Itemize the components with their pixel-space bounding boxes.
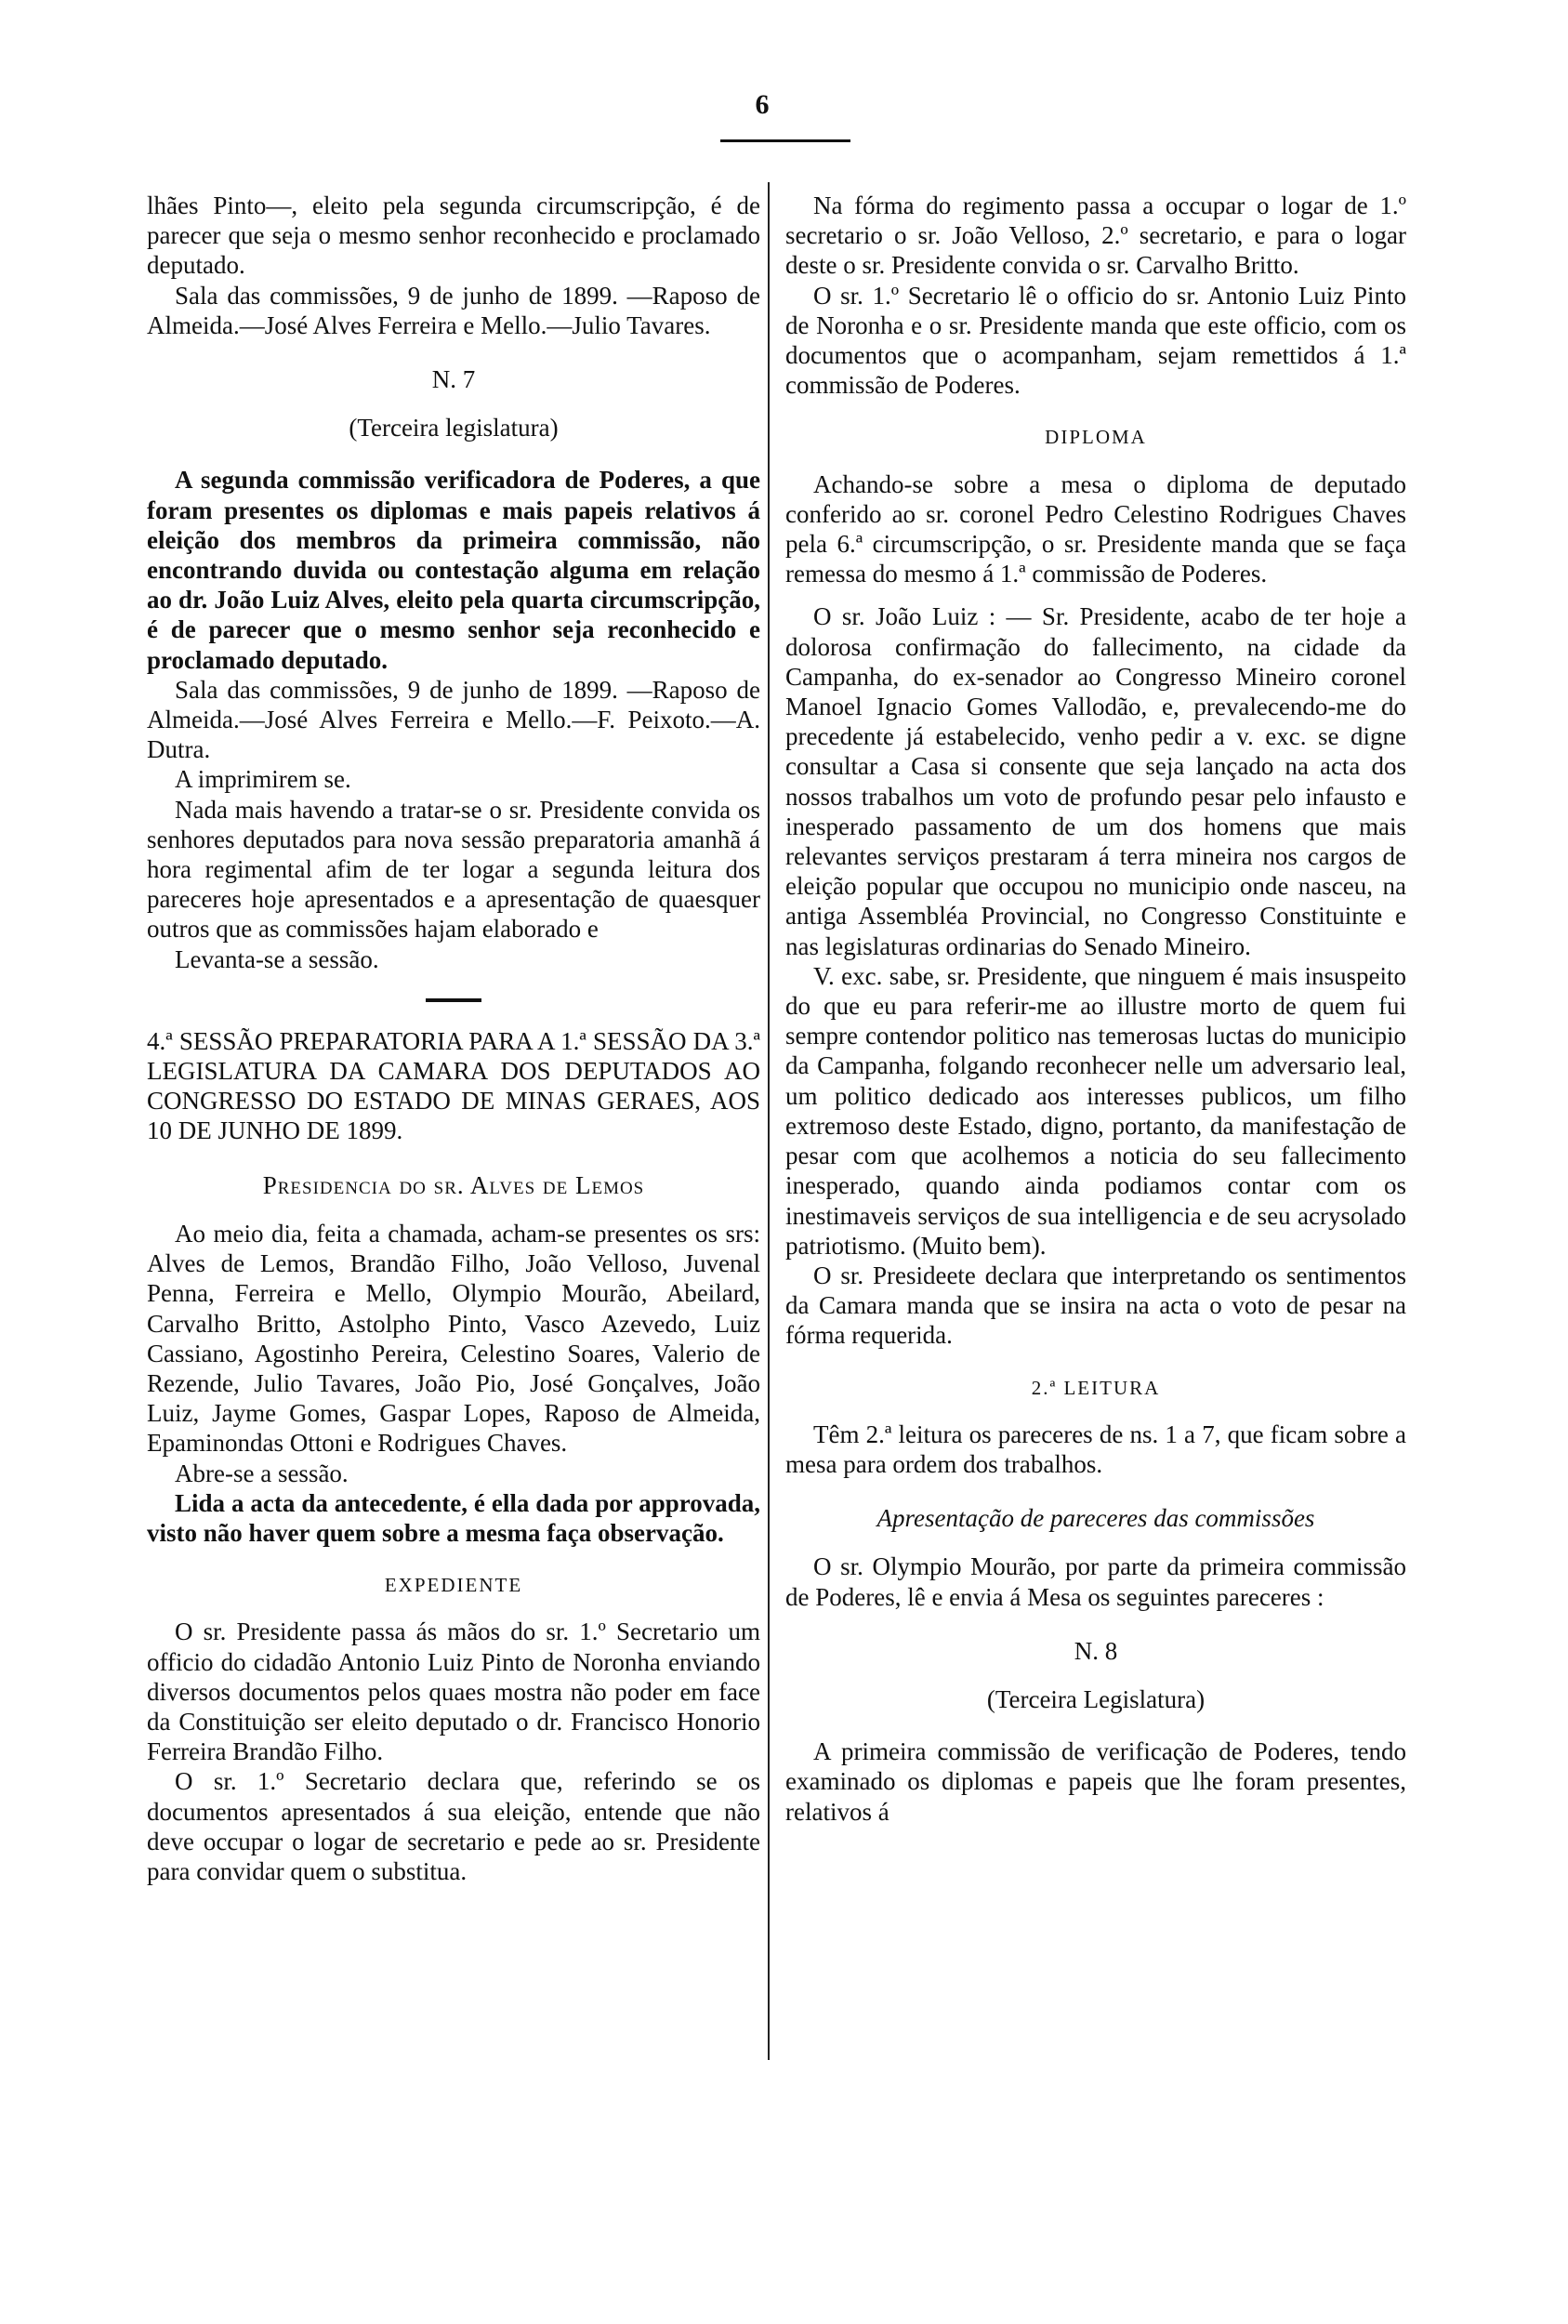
left-paragraph-5: A imprimirem se. [175, 765, 351, 794]
heading-n7: N. 7 [431, 365, 476, 394]
left-paragraph-10: Lida a acta da antecedente, é ella dada por approvada, visto não haver quem sobre a mesma faça observação. [147, 1488, 760, 1547]
column-divider [768, 182, 770, 2060]
presidency-heading: Presidencia do sr. Alves de Lemos [262, 1170, 645, 1199]
right-paragraph-5: V. exc. sabe, sr. Presidente, que ninguem é mais insuspeito do que eu para referir-me ao illustre morto de quem fui sempre contendor politico nas temerosas luctas do municipio da Campanha, folgando reconhecer nelle um adversario leal, um politico dedicado aos interesses publicos, um filho extremoso deste Estado, digno, portanto, da manifestação de pesar com que acolhemos a noticia do seu fallecimento inesperado, quando ainda podiamos contar com os inestimaveis serviços de sua intelligencia e de seu acrysolado patriotismo. (Muito bem). [785, 961, 1406, 1260]
heading-n8: N. 8 [1074, 1636, 1118, 1665]
heading-n8-sub: (Terceira Legislatura) [986, 1684, 1206, 1713]
page-number-rule [720, 139, 850, 142]
right-paragraph-3: Achando-se sobre a mesa o diploma de deputado conferido ao sr. coronel Pedro Celestino Rodrigues Chaves pela 6.ª circumscripção, o sr. Presidente manda que se faça remessa do mesmo á 1.ª commissão de Poderes. [785, 469, 1406, 588]
expediente-heading: EXPEDIENTE [384, 1574, 523, 1597]
left-paragraph-12: O sr. 1.º Secretario declara que, referindo se os documentos apresentados á sua eleição, entende que não deve occupar o logar de secretario e pede ao sr. Presidente para convidar quem o substitua. [147, 1767, 760, 1885]
left-column [147, 191, 760, 1886]
second-reading-heading: 2.ª LEITURA [1031, 1376, 1161, 1399]
section-rule [426, 998, 481, 1002]
right-paragraph-1: Na fórma do regimento passa a occupar o logar de 1.º secretario o sr. João Velloso, 2.º secretario, e para o logar deste o sr. Presidente convida o sr. Carvalho Britto. [785, 191, 1406, 280]
left-paragraph-1: lhães Pinto—, eleito pela segunda circumscripção, é de parecer que seja o mesmo senhor reconhecido e proclamado deputado. [147, 191, 760, 280]
left-paragraph-11: O sr. Presidente passa ás mãos do sr. 1.º Secretario um officio do cidadão Antonio Luiz Pinto de Noronha enviando diversos documentos pelos quaes mostra não poder em face da Constituição ser eleito deputado o dr. Francisco Honorio Ferreira Brandão Filho. [147, 1618, 760, 1766]
left-paragraph-3: A segunda commissão verificadora de Poderes, a que foram presentes os diplomas e mais papeis relativos á eleição dos membros da primeira commissão, não encontrando duvida ou contestação alguma em relação ao dr. João Luiz Alves, eleito pela quarta circumscripção, é de parecer que o mesmo senhor seja reconhecido e proclamado deputado. [147, 466, 760, 674]
left-paragraph-9: Abre-se a sessão. [175, 1459, 349, 1487]
left-paragraph-2: Sala das commissões, 9 de junho de 1899. —Raposo de Almeida.—José Alves Ferreira e Mello.—Julio Tavares. [147, 281, 760, 339]
left-paragraph-4: Sala das commissões, 9 de junho de 1899. —Raposo de Almeida.—José Alves Ferreira e Mello.—F. Peixoto.—A. Dutra. [147, 675, 760, 764]
apresentacao-heading: Apresentação de pareceres das commissões [876, 1504, 1315, 1533]
right-paragraph-8: O sr. Olympio Mourão, por parte da primeira commissão de Poderes, lê e envia á Mesa os seguintes pareceres : [785, 1552, 1406, 1611]
left-paragraph-7: Levanta-se a sessão. [175, 944, 379, 973]
left-paragraph-6: Nada mais havendo a tratar-se o sr. Presidente convida os senhores deputados para nova sessão preparatoria amanhã á hora regimental afim de ter logar a segunda leitura dos pareceres hoje apresentados e a apresentação de quaesquer outros que as commissões hajam elaborado e [147, 795, 760, 944]
left-paragraph-8: Ao meio dia, feita a chamada, acham-se presentes os srs: Alves de Lemos, Brandão Filho, João Velloso, Juvenal Penna, Ferreira e Mello, Olympio Mourão, Abeilard, Carvalho Britto, Astolpho Pinto, Vasco Azevedo, Luiz Cassiano, Agostinho Pereira, Celestino Soares, Valerio de Rezende, Julio Tavares, João Pio, José Gonçalves, João Luiz, Jayme Gomes, Gaspar Lopes, Raposo de Almeida, Epaminondas Ottoni e Rodrigues Chaves. [147, 1219, 760, 1458]
right-paragraph-2: O sr. 1.º Secretario lê o officio do sr. Antonio Luiz Pinto de Noronha e o sr. Presidente manda que este officio, com os documentos que o acompanham, sejam remettidos á 1.ª commissão de Poderes. [785, 281, 1406, 400]
right-paragraph-4: O sr. João Luiz : — Sr. Presidente, acabo de ter hoje a dolorosa confirmação do fallecimento, na cidade da Campanha, do ex-senador ao Congresso Mineiro coronel Manoel Ignacio Gomes Vallodão, e, prevalecendo-me do precedente já estabelecido, venho pedir a v. exc. se digne consultar a Casa si consente que seja lançado na acta dos nossos trabalhos um voto de profundo pesar pelo infausto e inesperado passamento de um dos homens que mais relevantes serviços prestaram á terra mineira nos cargos de eleição popular que occupou no municipio onde nasceu, na antiga Assembléa Provincial, no Congresso Constituinte e nas legislaturas ordinarias do Senado Mineiro. [785, 602, 1406, 960]
right-column [785, 191, 1406, 1827]
diploma-heading: DIPLOMA [1045, 426, 1147, 449]
session-title: 4.ª SESSÃO PREPARATORIA PARA A 1.ª SESSÃO DA 3.ª LEGISLATURA DA CAMARA DOS DEPUTADOS AO CONGRESSO DO ESTADO DE MINAS GERAES, AOS 10 DE JUNHO DE 1899. [147, 1026, 760, 1145]
right-paragraph-6: O sr. Presideete declara que interpretando os sentimentos da Camara manda que se insira na acta o voto de pesar na fórma requerida. [785, 1261, 1406, 1350]
page-number: 6 [755, 89, 770, 120]
heading-n7-sub: (Terceira legislatura) [349, 414, 559, 442]
right-paragraph-9: A primeira commissão de verificação de Poderes, tendo examinado os diplomas e papeis que lhe foram presentes, relativos á [785, 1737, 1406, 1826]
right-paragraph-7: Têm 2.ª leitura os pareceres de ns. 1 a 7, que ficam sobre a mesa para ordem dos trabalhos. [785, 1419, 1406, 1478]
